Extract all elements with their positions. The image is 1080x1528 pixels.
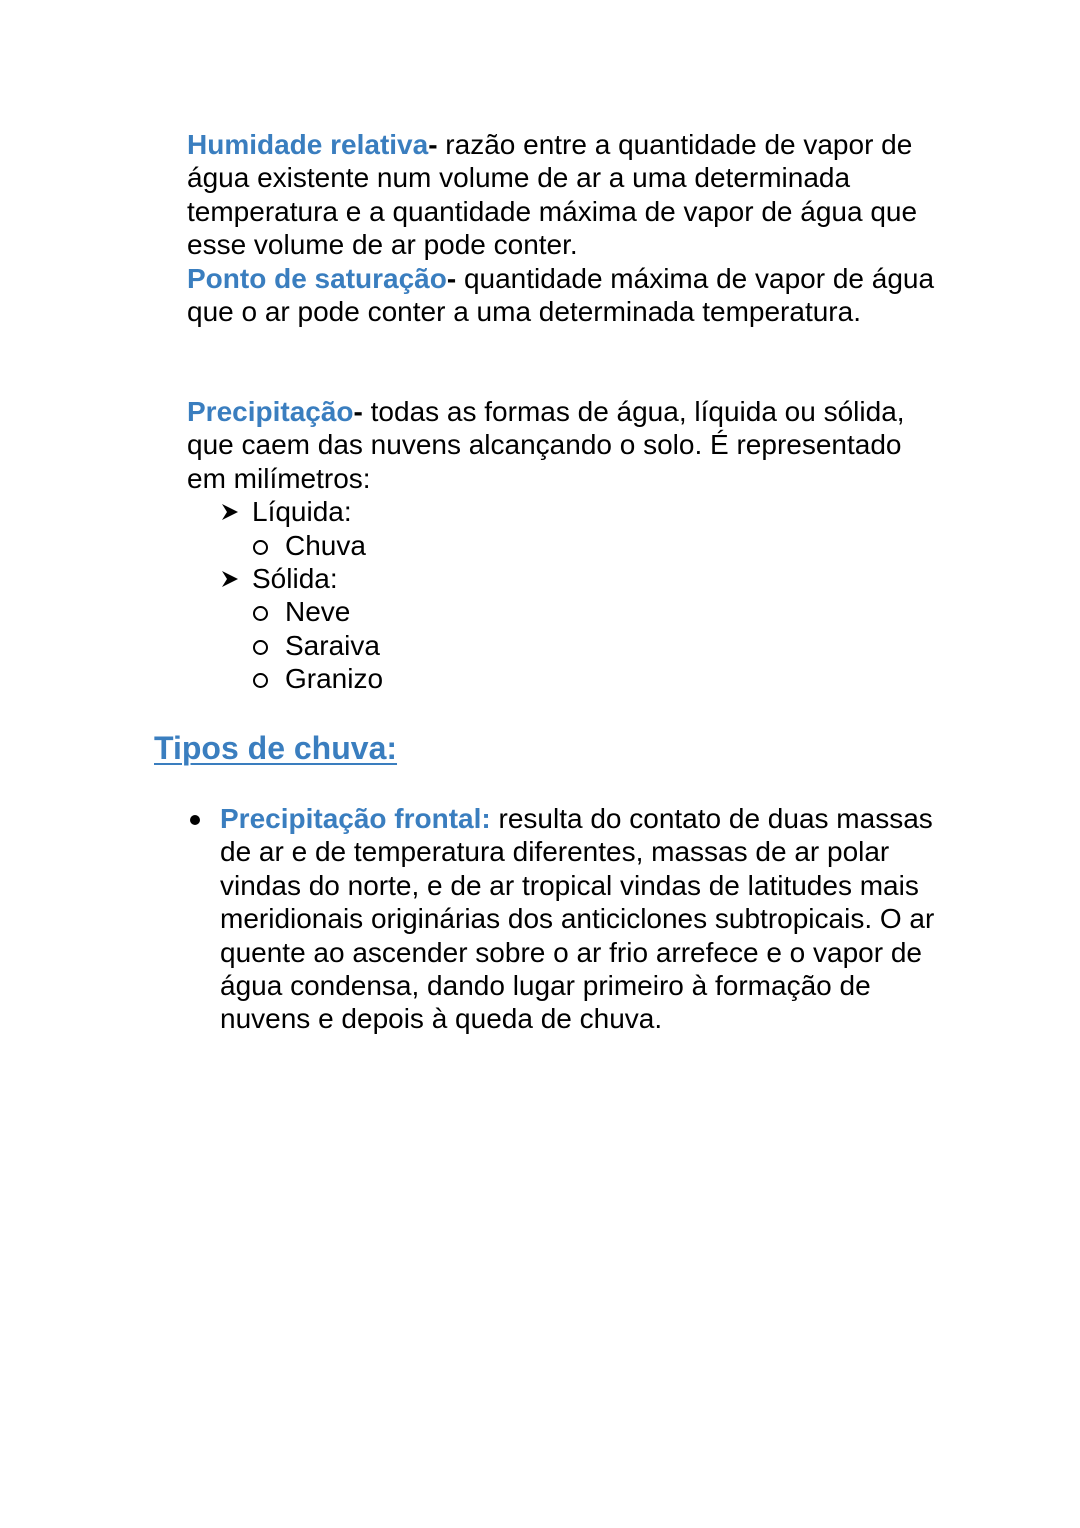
list-item [187, 595, 947, 628]
precipitation-type-label: Sólida: [252, 563, 338, 595]
term-precipitation: Precipitação [187, 396, 354, 427]
definition-humidity [187, 128, 947, 262]
definitions-block [187, 128, 947, 328]
circle-bullet-icon [253, 529, 268, 562]
precipitation-subtypes-list [252, 595, 947, 695]
list-item [187, 802, 947, 1036]
list-item [187, 495, 947, 562]
circle-bullet-icon [253, 629, 268, 662]
dot-bullet-icon [190, 802, 200, 835]
precipitation-block [187, 395, 947, 696]
definition-text: razão entre a quantidade de vapor de água existente num volume de ar a uma determinada temperatura e a quantidade máxima de vapor de água que esse volume de ar pode conter. [187, 129, 918, 261]
term-dash: - [428, 129, 438, 160]
definition-saturation [187, 262, 947, 329]
term-dash: - [446, 262, 457, 294]
definition-text: resulta do contato de duas massas de ar e de temperatura diferentes, massas de ar polar vindas do norte, e de ar tropical vindas de latitudes mais meridionais originárias dos anticiclones subtropicais. O ar quente ao ascender sobre o ar frio arrefece e o vapor de água condensa, dando lugar primeiro à formação de nuvens e depois à queda de chuva. [220, 803, 935, 1035]
list-item [187, 629, 947, 662]
definition-text: todas as formas de água, líquida ou sólida, que caem das nuvens alcançando o solo. É representado em milímetros: [187, 396, 905, 494]
term-frontal: Precipitação frontal: [220, 803, 491, 834]
definition-text: quantidade máxima de vapor de água que o ar pode conter a uma determinada temperatura. [187, 262, 935, 328]
list-item [187, 662, 947, 695]
precipitation-type-label: Líquida: [252, 496, 352, 528]
term-humidity: Humidade relativa [187, 129, 429, 160]
term-dash: - [353, 396, 363, 427]
term-saturation: Ponto de saturação [187, 262, 447, 294]
precipitation-subtypes-list [252, 529, 947, 562]
rain-types-list [187, 802, 947, 1036]
list-item [187, 562, 947, 696]
precipitation-subtype-label: Neve [285, 596, 351, 628]
arrow-bullet-icon [220, 495, 242, 528]
precipitation-subtype-label: Saraiva [285, 629, 380, 661]
precipitation-subtype-label: Granizo [285, 663, 384, 695]
precipitation-types-list [187, 495, 947, 695]
circle-bullet-icon [253, 595, 268, 628]
definition-precipitation [187, 395, 947, 495]
list-item [187, 529, 947, 562]
arrow-bullet-icon [220, 562, 242, 595]
circle-bullet-icon [253, 662, 268, 695]
section-heading: Tipos de chuva: [154, 730, 398, 766]
precipitation-subtype-label: Chuva [285, 529, 366, 561]
